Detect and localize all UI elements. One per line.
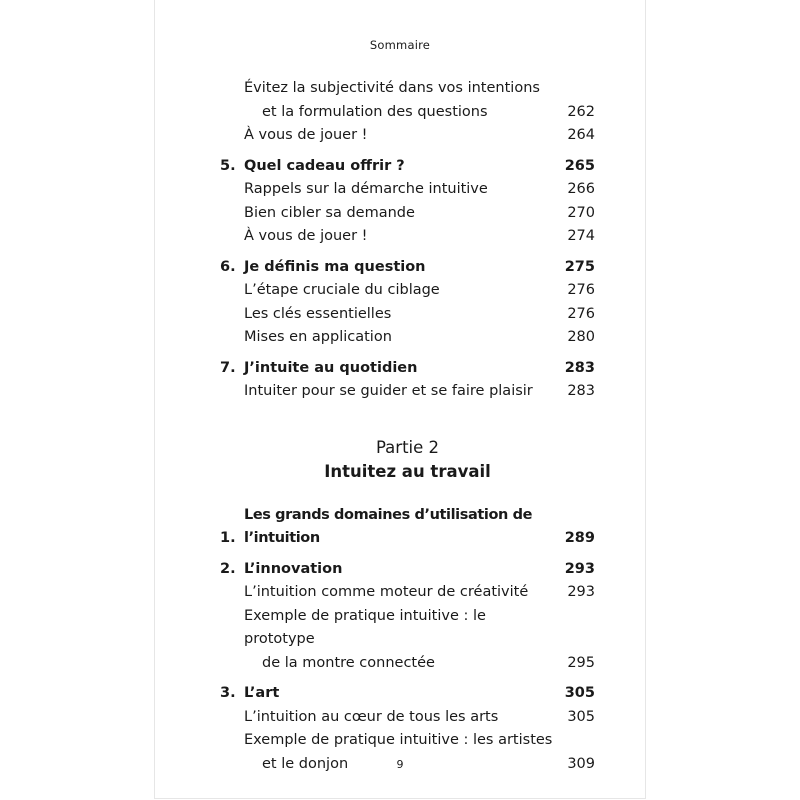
entry-title: Bien cibler sa demande: [244, 204, 415, 221]
chapter-title: Je définis ma question: [244, 258, 426, 275]
toc-page-number: 275: [564, 258, 595, 275]
chapter-number: 3.: [220, 685, 236, 701]
chapter-title: J’intuite au quotidien: [244, 359, 418, 376]
toc-page-number: 305: [564, 685, 595, 701]
chapter-number: 1.: [220, 530, 236, 546]
toc-chapter-row: [220, 504, 595, 551]
chapter-title: L’innovation: [244, 560, 343, 577]
toc-section-part-2: [220, 504, 595, 777]
toc-page-number: 295: [567, 654, 595, 671]
chapter-title: Les grands domaines d’utilisation de l’intuition: [244, 506, 533, 546]
toc-entry-row: [220, 124, 595, 148]
toc-entry-row: [220, 605, 595, 652]
toc-entry-row: [220, 326, 595, 350]
toc-entry-row: [220, 706, 595, 730]
toc-page-number: 305: [567, 708, 595, 725]
chapter-number: 2.: [220, 560, 236, 577]
entry-title: Rappels sur la démarche intuitive: [244, 181, 488, 197]
toc-chapter-row: [220, 558, 595, 582]
chapter-number: 7.: [220, 359, 236, 376]
toc-spacer: [220, 551, 595, 558]
entry-title: Les clés essentielles: [244, 305, 392, 322]
chapter-title: L’art: [244, 685, 280, 701]
entry-title: L’intuition au cœur de tous les arts: [244, 708, 499, 725]
chapter-number: 5.: [220, 157, 236, 174]
toc-page-number: 293: [567, 584, 595, 600]
toc-chapter-row: [220, 155, 595, 179]
toc-page-number: 265: [564, 157, 595, 174]
part-label: Partie 2: [375, 437, 440, 457]
toc-section-part-1: [220, 77, 595, 404]
toc-spacer: [220, 675, 595, 682]
toc-chapter-row: [220, 256, 595, 280]
toc-page-number: 276: [567, 305, 595, 322]
toc-page-number: 280: [567, 329, 595, 345]
toc-entry-row: [220, 380, 595, 404]
toc-entry-row: [220, 77, 595, 101]
entry-title: et la formulation des questions: [262, 103, 488, 120]
entry-title: L’étape cruciale du ciblage: [244, 282, 440, 298]
entry-title: Intuiter pour se guider et se faire plaisir: [244, 383, 533, 399]
entry-title: L’intuition comme moteur de créativité: [244, 584, 529, 600]
toc-entry-row: [220, 303, 595, 327]
page-number: 9: [396, 758, 404, 771]
table-of-contents: [220, 77, 595, 776]
part-title: Intuitez au travail: [324, 461, 491, 481]
toc-page-number: 274: [567, 228, 595, 244]
entry-title: et le donjon: [262, 755, 349, 772]
toc-chapter-row: [220, 682, 595, 706]
book-page: [154, 0, 646, 799]
toc-page-number: 264: [567, 127, 595, 143]
toc-page-number: 276: [567, 282, 595, 298]
toc-entry-row: [220, 202, 595, 226]
chapter-title: Quel cadeau offrir ?: [244, 157, 405, 174]
toc-entry-row: [220, 729, 595, 753]
chapter-number: 6.: [220, 258, 236, 275]
running-header: Sommaire: [369, 38, 431, 52]
toc-page-number: 266: [567, 181, 595, 197]
entry-title: Exemple de pratique intuitive : le prototype: [244, 607, 486, 647]
entry-title: À vous de jouer !: [244, 127, 368, 143]
toc-page-number: 262: [567, 103, 595, 120]
toc-entry-row: [220, 225, 595, 249]
entry-title: de la montre connectée: [262, 654, 435, 671]
toc-spacer: [220, 350, 595, 357]
toc-entry-row: [220, 652, 595, 676]
toc-entry-row: [220, 581, 595, 605]
toc-page-number: 293: [564, 560, 595, 577]
toc-page-number: 289: [564, 530, 595, 546]
entry-title: À vous de jouer !: [244, 228, 368, 244]
toc-page-number: 283: [567, 383, 595, 399]
toc-page-number: 270: [567, 204, 595, 221]
part-heading: [220, 436, 595, 484]
toc-page-number: 309: [567, 755, 595, 772]
toc-chapter-row: [220, 357, 595, 381]
entry-title: Mises en application: [244, 329, 392, 345]
toc-page-number: 283: [564, 359, 595, 376]
toc-entry-row: [220, 178, 595, 202]
toc-entry-row: [220, 279, 595, 303]
toc-spacer: [220, 249, 595, 256]
toc-spacer: [220, 148, 595, 155]
entry-title: Évitez la subjectivité dans vos intentions: [244, 80, 540, 96]
toc-entry-row: [220, 101, 595, 125]
entry-title: Exemple de pratique intuitive : les artistes: [244, 732, 553, 748]
